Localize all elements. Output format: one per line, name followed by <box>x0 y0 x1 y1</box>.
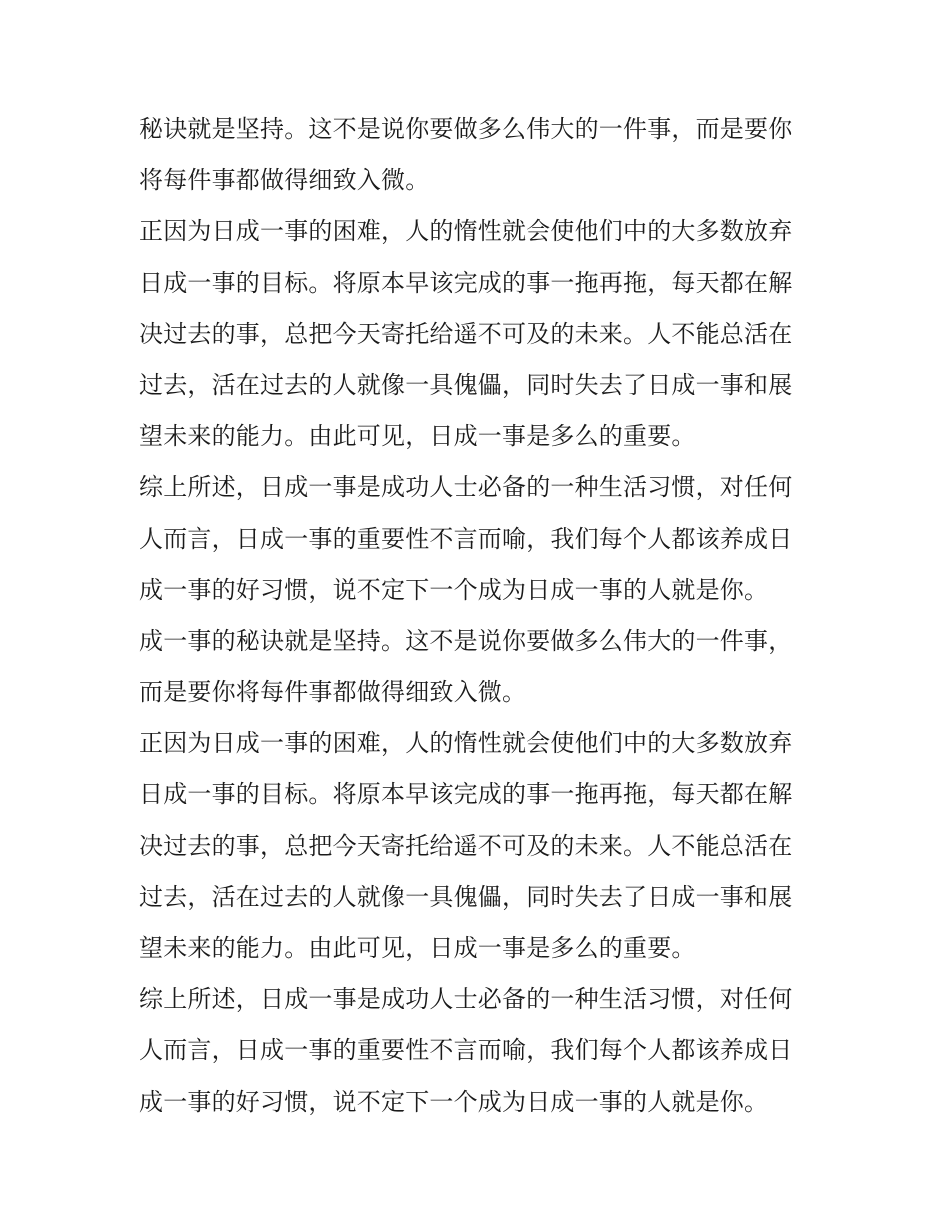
text-line: 决过去的事，总把今天寄托给遥不可及的未来。人不能总活在 <box>139 319 793 348</box>
text-line: 综上所述，日成一事是成功人士必备的一种生活习惯，对任何 <box>139 985 793 1014</box>
text-line: 成一事的好习惯，说不定下一个成为日成一事的人就是你。 <box>139 1087 769 1116</box>
text-line: 日成一事的目标。将原本早该完成的事一拖再拖，每天都在解 <box>139 268 793 297</box>
text-line: 望未来的能力。由此可见，日成一事是多么的重要。 <box>139 934 696 962</box>
text-line: 人而言，日成一事的重要性不言而喻，我们每个人都该养成日 <box>139 1036 793 1065</box>
text-line: 过去，活在过去的人就像一具傀儡，同时失去了日成一事和展 <box>139 370 793 399</box>
text-line: 过去，活在过去的人就像一具傀儡，同时失去了日成一事和展 <box>139 882 793 911</box>
text-line: 而是要你将每件事都做得细致入微。 <box>139 678 527 707</box>
text-line: 决过去的事，总把今天寄托给遥不可及的未来。人不能总活在 <box>139 831 793 860</box>
text-line: 正因为日成一事的困难，人的惰性就会使他们中的大多数放弃 <box>139 217 793 246</box>
text-line: 人而言，日成一事的重要性不言而喻，我们每个人都该养成日 <box>139 524 793 553</box>
text-line: 成一事的好习惯，说不定下一个成为日成一事的人就是你。 <box>139 575 769 604</box>
text-line: 将每件事都做得细致入微。 <box>139 166 430 195</box>
text-line: 秘诀就是坚持。这不是说你要做多么伟大的一件事，而是要你 <box>139 115 793 143</box>
text-line: 日成一事的目标。将原本早该完成的事一拖再拖，每天都在解 <box>139 780 793 809</box>
text-line: 综上所述，日成一事是成功人士必备的一种生活习惯，对任何 <box>139 473 793 502</box>
document-body <box>139 104 819 1128</box>
text-line: 成一事的秘诀就是坚持。这不是说你要做多么伟大的一件事， <box>139 626 793 655</box>
text-line: 正因为日成一事的困难，人的惰性就会使他们中的大多数放弃 <box>139 729 793 758</box>
text-line: 望未来的能力。由此可见，日成一事是多么的重要。 <box>139 422 696 451</box>
